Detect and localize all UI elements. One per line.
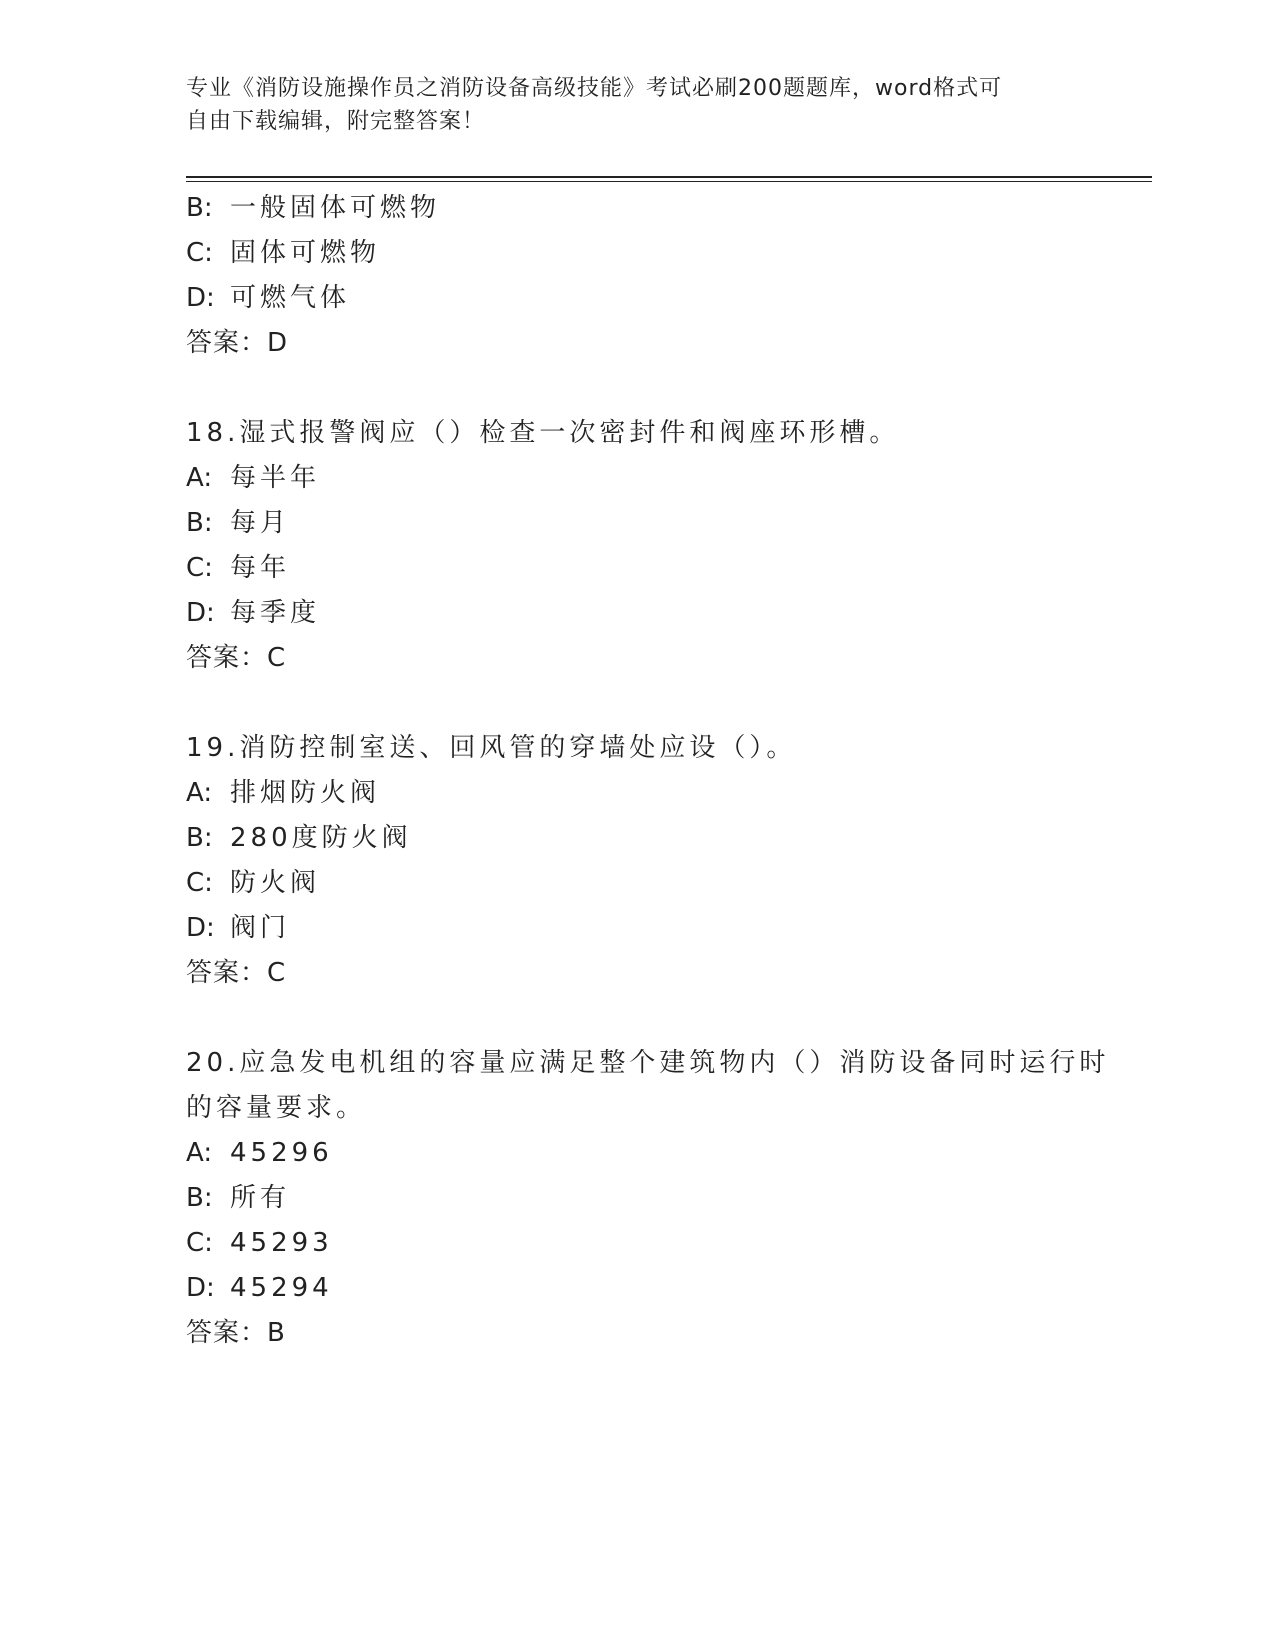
q18-option-b: B: 每月 bbox=[186, 508, 291, 538]
q20-question-line-2: 的容量要求。 bbox=[186, 1093, 367, 1123]
q17-answer: 答案：D bbox=[186, 328, 289, 358]
q19-option-d: D: 阀门 bbox=[186, 913, 291, 943]
q18-question: 18.湿式报警阀应（）检查一次密封件和阀座环形槽。 bbox=[186, 418, 900, 448]
document-header bbox=[186, 72, 1076, 138]
q17-option-b: B: 一般固体可燃物 bbox=[186, 193, 441, 223]
header-line-1: 专业《消防设施操作员之消防设备高级技能》考试必刷200题题库，word格式可 bbox=[186, 76, 1003, 101]
header-divider-thin bbox=[186, 181, 1152, 182]
q19-question: 19.消防控制室送、回风管的穿墙处应设（）。 bbox=[186, 733, 797, 763]
q20-option-c: C: 45293 bbox=[186, 1228, 333, 1258]
q20-question-line-1: 20.应急发电机组的容量应满足整个建筑物内（）消防设备同时运行时 bbox=[186, 1048, 1110, 1078]
q20-answer: 答案：B bbox=[186, 1318, 286, 1348]
q19-option-b: B: 280度防火阀 bbox=[186, 823, 412, 853]
q20-option-d: D: 45294 bbox=[186, 1273, 333, 1303]
q18-option-a: A: 每半年 bbox=[186, 463, 321, 493]
header-line-2: 自由下载编辑，附完整答案！ bbox=[186, 109, 486, 134]
q17-option-d: D: 可燃气体 bbox=[186, 283, 351, 313]
q18-option-d: D: 每季度 bbox=[186, 598, 321, 628]
q19-option-c: C: 防火阀 bbox=[186, 868, 321, 898]
q18-answer: 答案：C bbox=[186, 643, 287, 673]
q17-option-c: C: 固体可燃物 bbox=[186, 238, 381, 268]
q20-option-b: B: 所有 bbox=[186, 1183, 291, 1213]
q18-option-c: C: 每年 bbox=[186, 553, 291, 583]
q19-option-a: A: 排烟防火阀 bbox=[186, 778, 381, 808]
header-divider-thick bbox=[186, 176, 1152, 178]
q19-answer: 答案：C bbox=[186, 958, 287, 988]
q20-option-a: A: 45296 bbox=[186, 1138, 333, 1168]
